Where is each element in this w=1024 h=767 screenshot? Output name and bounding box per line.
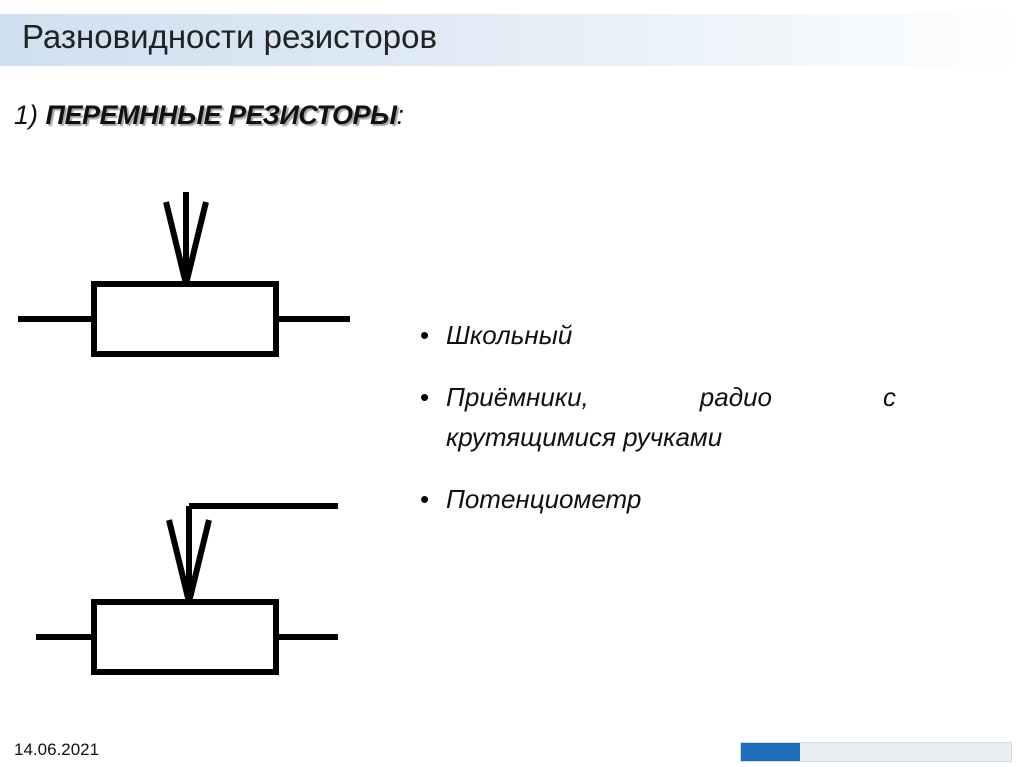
section-heading-colon: : bbox=[396, 100, 405, 130]
bullet-icon: • bbox=[420, 320, 430, 350]
list-item bbox=[420, 479, 920, 519]
rheostat-symbol-angled-arrow bbox=[6, 490, 366, 705]
page-title: Разновидности резисторов bbox=[22, 18, 437, 55]
variable-resistor-symbol-arrow bbox=[6, 180, 366, 385]
list-item bbox=[420, 315, 920, 355]
list-item-label-line1: Приёмники, радио с bbox=[446, 382, 896, 412]
footer-date: 14.06.2021 bbox=[14, 740, 100, 759]
section-heading-number: 1) bbox=[14, 100, 39, 130]
list-item-label: Школьный bbox=[446, 320, 573, 350]
bullet-icon: • bbox=[420, 484, 430, 514]
section-heading bbox=[14, 100, 404, 131]
progress-bar-fill bbox=[741, 743, 800, 761]
bullet-icon: • bbox=[420, 382, 430, 412]
list-item bbox=[420, 377, 920, 457]
bullet-list bbox=[420, 315, 920, 541]
list-item-label-line2: крутящимися ручками bbox=[446, 422, 723, 452]
progress-bar[interactable] bbox=[740, 742, 1012, 762]
list-item-label: Потенциометр bbox=[446, 484, 642, 514]
section-heading-strong: ПЕРЕМННЫЕ РЕЗИСТОРЫ bbox=[45, 100, 397, 130]
list-item-label bbox=[446, 377, 896, 457]
